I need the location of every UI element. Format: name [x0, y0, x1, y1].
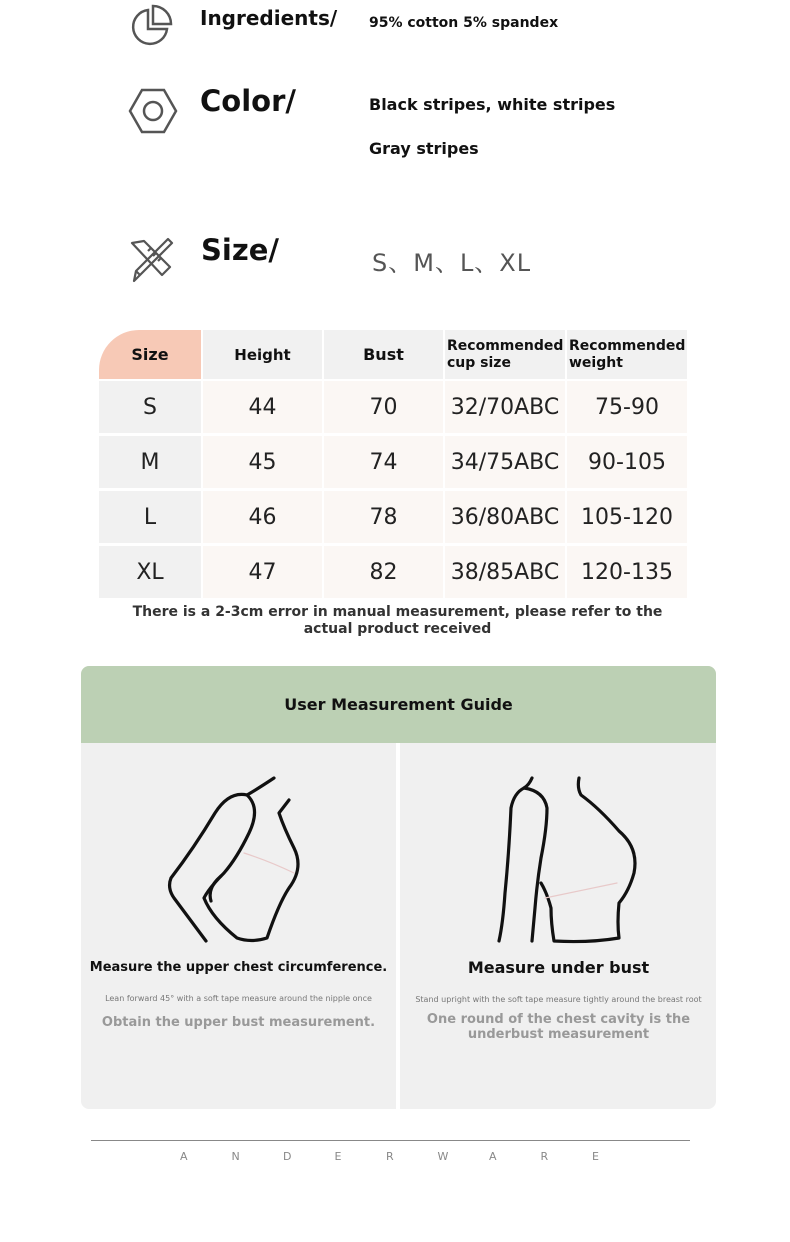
cell-bust: 74: [324, 436, 443, 488]
cell-size: M: [99, 436, 201, 488]
color-value: Gray stripes: [369, 139, 479, 158]
size-value: S、M、L、XL: [372, 249, 532, 277]
under-bust-result: One round of the chest cavity is the underbust measurement: [426, 1012, 691, 1042]
size-label: Size/: [201, 233, 279, 267]
cell-height: 47: [203, 546, 322, 598]
table-row: [99, 546, 687, 600]
header-height: Height: [203, 330, 322, 379]
cell-height: 46: [203, 491, 322, 543]
cell-size: S: [99, 381, 201, 433]
color-value: Black stripes, white stripes: [369, 95, 616, 114]
hexagon-nut-icon: [128, 86, 178, 136]
cell-height: 45: [203, 436, 322, 488]
pie-chart-icon: [126, 2, 176, 52]
cell-cup-size: 34/75ABC: [445, 436, 565, 488]
table-row: [99, 381, 687, 435]
cell-weight: 75-90: [567, 381, 687, 433]
size-table: [99, 330, 687, 601]
upper-chest-subtitle: Lean forward 45° with a soft tape measure around the nipple once: [105, 994, 372, 1003]
under-bust-figure: [469, 773, 649, 958]
guide-divider: [396, 743, 400, 1109]
under-bust-panel: [401, 743, 716, 1109]
header-weight: [567, 330, 687, 379]
under-bust-title: Measure under bust: [467, 958, 650, 977]
cell-height: 44: [203, 381, 322, 433]
brand-letter: A: [180, 1150, 188, 1163]
cell-size: XL: [99, 546, 201, 598]
table-row: [99, 491, 687, 545]
header-size: Size: [99, 330, 201, 379]
footer-divider: [91, 1140, 690, 1141]
measurement-guide: [81, 666, 716, 1109]
brand-letter: W: [437, 1150, 449, 1163]
header-cup-line: Recommended: [447, 337, 564, 354]
upper-chest-panel: [81, 743, 396, 1109]
cell-bust: 82: [324, 546, 443, 598]
upper-chest-result: Obtain the upper bust measurement.: [101, 1015, 376, 1030]
brand-letter: R: [386, 1150, 394, 1163]
header-weight-line: weight: [569, 354, 623, 371]
table-row: [99, 436, 687, 490]
cell-cup-size: 36/80ABC: [445, 491, 565, 543]
footer-brand: [180, 1150, 644, 1163]
pencil-ruler-icon: [126, 235, 176, 285]
cell-weight: 90-105: [567, 436, 687, 488]
table-header-row: [99, 330, 687, 381]
cell-weight: 105-120: [567, 491, 687, 543]
cell-cup-size: 32/70ABC: [445, 381, 565, 433]
header-weight-line: Recommended: [569, 337, 686, 354]
upper-chest-title: Measure the upper chest circumference.: [89, 960, 388, 975]
cell-bust: 78: [324, 491, 443, 543]
brand-letter: R: [540, 1150, 549, 1163]
header-cup-line: cup size: [447, 354, 511, 371]
ingredients-value: 95% cotton 5% spandex: [369, 15, 559, 31]
brand-letter: A: [489, 1150, 497, 1163]
brand-letter: D: [283, 1150, 292, 1163]
ingredients-label: Ingredients/: [200, 6, 338, 30]
brand-letter: N: [231, 1150, 240, 1163]
cell-size: L: [99, 491, 201, 543]
cell-bust: 70: [324, 381, 443, 433]
measurement-error-note: There is a 2-3cm error in manual measurement, please refer to the actual product received: [132, 604, 663, 637]
cell-cup-size: 38/85ABC: [445, 546, 565, 598]
color-label: Color/: [200, 84, 296, 118]
header-bust: Bust: [324, 330, 443, 379]
guide-title: User Measurement Guide: [81, 666, 716, 743]
under-bust-subtitle: Stand upright with the soft tape measure tightly around the breast root: [415, 995, 702, 1004]
header-cup-size: [445, 330, 565, 379]
upper-chest-figure: [149, 773, 329, 958]
cell-weight: 120-135: [567, 546, 687, 598]
brand-letter: E: [592, 1150, 599, 1163]
brand-letter: E: [334, 1150, 342, 1163]
